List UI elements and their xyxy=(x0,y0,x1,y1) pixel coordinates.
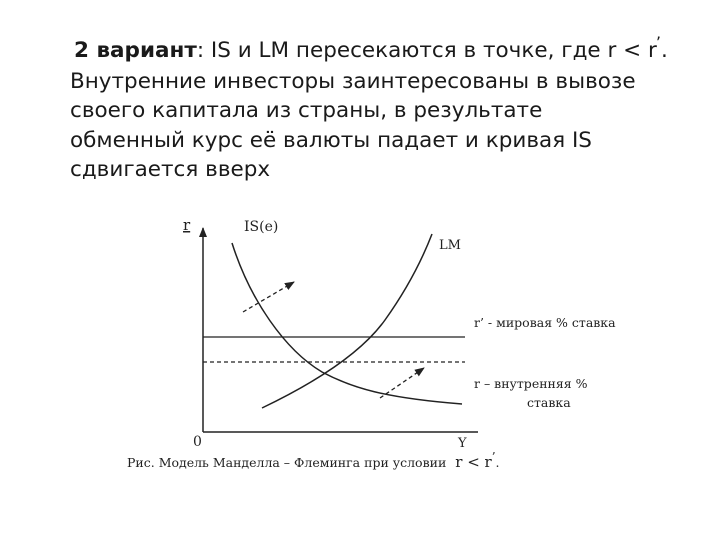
origin-label: 0 xyxy=(193,434,202,450)
domestic-rate-label-cont: ставка xyxy=(527,395,571,410)
variant-label: 2 вариант xyxy=(74,38,197,63)
text-line-2: Внутренние инвесторы заинтересованы в вывозе xyxy=(70,68,636,94)
text-line-1: 2 вариант: IS и LM пересекаются в точке, где r < r’. xyxy=(74,33,668,63)
is-curve-label: IS(e) xyxy=(244,219,279,235)
lm-curve-label: LM xyxy=(439,238,461,253)
y-axis-label: r xyxy=(183,216,191,234)
text-line-4: обменный курс её валюты падает и кривая IS xyxy=(70,127,592,153)
shift-arrow-lower xyxy=(380,368,424,398)
domestic-rate-label: r – внутренняя % xyxy=(474,376,588,391)
shift-arrow-upper xyxy=(243,282,294,312)
text-line-5: сдвигается вверх xyxy=(70,157,271,182)
is-curve xyxy=(232,243,462,404)
x-axis-label: Y xyxy=(458,436,467,451)
world-rate-label: r’ - мировая % ставка xyxy=(474,315,616,330)
lm-curve xyxy=(262,234,432,408)
figure-caption: Рис. Модель Манделла – Флеминга при условии r < r’. xyxy=(127,450,500,471)
text-line-3: своего капитала из страны, в результате xyxy=(70,98,543,123)
